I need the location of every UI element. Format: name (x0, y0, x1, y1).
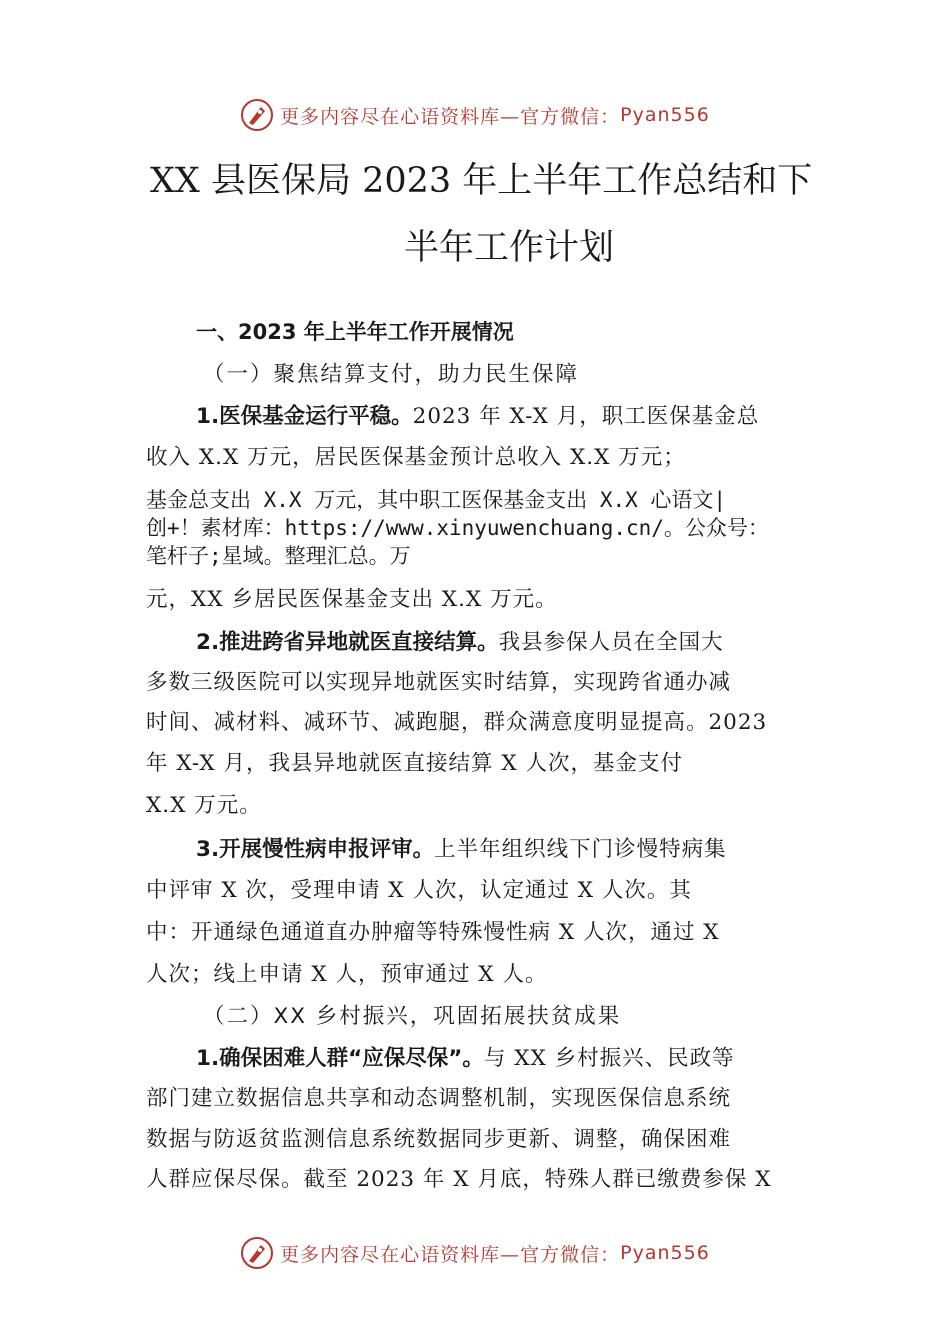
item2-text: 我县参保人员在全国大 (498, 630, 724, 655)
watermark-wechat: Pyan556 (620, 1242, 710, 1264)
item4-line4: 人群应保尽保。截至 2023 年 X 月底，特殊人群已缴费参保 X (146, 1167, 772, 1192)
watermark-banner-top (0, 98, 950, 132)
item1-line3: 基金总支出 X.X 万元，其中职工医保基金支出 X.X 心语文| (146, 488, 727, 512)
watermark-banner-bottom (0, 1236, 950, 1270)
document-title-line1: XX 县医保局 2023 年上半年工作总结和下 (150, 161, 813, 201)
subsection-heading-1: （一）聚焦结算支付，助力民生保障 (203, 362, 580, 387)
watermark-text: 更多内容尽在心语资料库—官方微信： (280, 105, 621, 128)
item2-line1 (196, 625, 724, 656)
item4-text: 与 XX 乡村振兴、民政等 (483, 1046, 735, 1071)
pen-nib-logo-icon (240, 1236, 274, 1270)
subsection-heading-2: （二）XX 乡村振兴，巩固拓展扶贫成果 (203, 1004, 622, 1029)
item1-line1 (196, 399, 759, 430)
item3-bold-lead: 3.开展慢性病申报评审。 (196, 837, 435, 862)
item3-line2: 中评审 X 次，受理申请 X 人次，认定通过 X 人次。其 (146, 878, 692, 903)
item2-line4: 年 X-X 月，我县异地就医直接结算 X 人次，基金支付 (146, 751, 683, 776)
section-heading: 一、2023 年上半年工作开展情况 (196, 320, 514, 344)
item1-line5: 笔杆子;星域。整理汇总。万 (146, 544, 411, 568)
item3-line1 (196, 832, 727, 863)
pen-nib-logo-icon (240, 98, 274, 132)
item2-bold-lead: 2.推进跨省异地就医直接结算。 (196, 630, 499, 655)
item1-bold-lead: 1.医保基金运行平稳。 (196, 404, 413, 429)
item3-line4: 人次；线上申请 X 人，预审通过 X 人。 (146, 962, 548, 987)
item4-bold-lead: 1.确保困难人群“应保尽保”。 (196, 1046, 484, 1071)
item1-text: 2023 年 X-X 月，职工医保基金总 (412, 404, 760, 429)
item1-line6: 元，XX 乡居民医保基金支出 X.X 万元。 (146, 587, 558, 612)
watermark-text: 更多内容尽在心语资料库—官方微信： (280, 1243, 621, 1266)
item1-line4: 创+！素材库：https://www.xinyuwenchuang.cn/。公众号： (146, 516, 769, 540)
item4-line2: 部门建立数据信息共享和动态调整机制，实现医保信息系统 (146, 1086, 732, 1111)
item3-line3: 中：开通绿色通道直办肿瘤等特殊慢性病 X 人次，通过 X (146, 920, 720, 945)
item2-line2: 多数三级医院可以实现异地就医实时结算，实现跨省通办减 (146, 670, 732, 695)
item1-line2: 收入 X.X 万元，居民医保基金预计总收入 X.X 万元； (146, 445, 686, 470)
item4-line1 (196, 1041, 735, 1072)
item4-line3: 数据与防返贫监测信息系统数据同步更新、调整，确保困难 (146, 1127, 732, 1152)
item2-line5: X.X 万元。 (146, 793, 262, 818)
item2-line3: 时间、减材料、减环节、减跑腿，群众满意度明显提高。2023 (146, 710, 768, 735)
item3-text: 上半年组织线下门诊慢特病集 (434, 837, 727, 862)
watermark-wechat: Pyan556 (620, 104, 710, 126)
document-title-line2: 半年工作计划 (404, 228, 615, 268)
